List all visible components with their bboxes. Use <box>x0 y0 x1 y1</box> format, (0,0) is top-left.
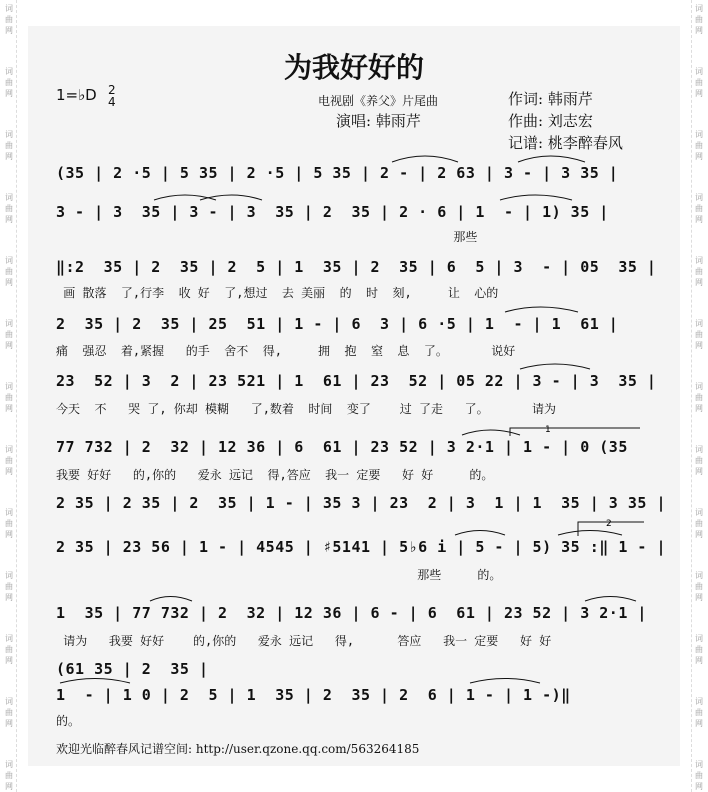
watermark-text: 词 曲 网 <box>5 67 13 98</box>
watermark-text: 词 曲 网 <box>5 4 13 35</box>
score-line: 77 732 | 2 32 | 12 36 | 6 61 | 23 52 | 3 2·1 | 1 - | 0 (35 <box>56 438 628 456</box>
score-line: 2 35 | 23 56 | 1 - | 4545 | ♯5141 | 5♭6 i | 5 - | 5) 35 :‖ 1 - | <box>56 538 666 556</box>
watermark-text: 词 曲 网 <box>5 256 13 287</box>
watermark-text: 词 曲 网 <box>5 697 13 728</box>
watermark-text: 词 曲 网 <box>5 193 13 224</box>
time-signature <box>108 84 116 108</box>
score-line: (35 | 2 ·5 | 5 35 | 2 ·5 | 5 35 | 2 - | 2 63 | 3 - | 3 35 | <box>56 164 619 182</box>
watermark-text: 词 曲 网 <box>695 382 703 413</box>
watermark-text: 词 曲 网 <box>695 67 703 98</box>
song-title: 为我好好的 <box>283 51 424 84</box>
lyric-line: 我要 好好 的,你的 爱永 远记 得,答应 我一 定要 好 好 的。 <box>56 468 494 482</box>
transcriber-credit: 记谱: 桃李醉春风 <box>508 134 623 152</box>
lyric-line: 请为 我要 好好 的,你的 爱永 远记 得, 答应 我一 定要 好 好 <box>56 634 552 648</box>
watermark-text: 词 曲 网 <box>695 256 703 287</box>
subtitle: 电视剧《养父》片尾曲 <box>318 94 439 108</box>
watermark-text: 词 曲 网 <box>695 760 703 791</box>
lyric-line: 画 散落 了,行李 收 好 了,想过 去 美丽 的 时 刻, 让 心的 <box>56 286 499 300</box>
watermark-right <box>691 0 706 792</box>
watermark-text: 词 曲 网 <box>5 319 13 350</box>
score-line: 2 35 | 2 35 | 25 51 | 1 - | 6 3 | 6 ·5 | 1 - | 1 61 | <box>56 315 619 333</box>
watermark-text: 词 曲 网 <box>695 508 703 539</box>
watermark-left <box>2 0 17 792</box>
score-line: (61 35 | 2 35 | <box>56 660 209 678</box>
lyric-line: 今天 不 哭 了, 你却 模糊 了,数着 时间 变了 过 了走 了。 请为 <box>56 402 556 416</box>
lyric-line: 那些 <box>56 230 478 244</box>
watermark-text: 词 曲 网 <box>5 130 13 161</box>
score-line: 3 - | 3 35 | 3 - | 3 35 | 2 35 | 2 · 6 | 1 - | 1) 35 | <box>56 203 609 221</box>
composer-credit: 作曲: 刘志宏 <box>508 112 593 130</box>
watermark-text: 词 曲 网 <box>5 760 13 791</box>
watermark-text: 词 曲 网 <box>5 445 13 476</box>
score-line: ‖:2 35 | 2 35 | 2 5 | 1 35 | 2 35 | 6 5 | 3 - | 05 35 | <box>56 258 657 276</box>
watermark-text: 词 曲 网 <box>695 697 703 728</box>
time-signature-bottom: 4 <box>108 95 116 109</box>
time-signature-top: 2 <box>108 83 116 97</box>
score-line: 2 35 | 2 35 | 2 35 | 1 - | 35 3 | 23 2 | 3 1 | 1 35 | 3 35 | <box>56 494 666 512</box>
volta-number: 2 <box>606 519 612 529</box>
volta-number: 1 <box>545 425 551 435</box>
watermark-text: 词 曲 网 <box>695 634 703 665</box>
watermark-text: 词 曲 网 <box>695 4 703 35</box>
watermark-text: 词 曲 网 <box>695 571 703 602</box>
watermark-text: 词 曲 网 <box>5 382 13 413</box>
watermark-text: 词 曲 网 <box>5 571 13 602</box>
score-line: 1 35 | 77 732 | 2 32 | 12 36 | 6 - | 6 61 | 23 52 | 3 2·1 | <box>56 604 647 622</box>
lyric-line: 那些 的。 <box>56 568 502 582</box>
footer-note: 欢迎光临醉春风记谱空间: http://user.qzone.qq.com/563264185 <box>56 742 420 756</box>
singer-credit: 演唱: 韩雨芹 <box>336 112 421 130</box>
watermark-text: 词 曲 网 <box>695 445 703 476</box>
lyricist-credit: 作词: 韩雨芹 <box>508 90 593 108</box>
score-line: 1 - | 1 0 | 2 5 | 1 35 | 2 35 | 2 6 | 1 - | 1 -)‖ <box>56 686 571 704</box>
lyric-line: 痛 强忍 着,紧握 的手 舍不 得, 拥 抱 窒 息 了。 说好 <box>56 344 516 358</box>
watermark-text: 词 曲 网 <box>695 130 703 161</box>
watermark-text: 词 曲 网 <box>695 193 703 224</box>
watermark-text: 词 曲 网 <box>695 319 703 350</box>
key-signature: 1=♭D <box>56 86 97 104</box>
watermark-text: 词 曲 网 <box>5 634 13 665</box>
score-line: 23 52 | 3 2 | 23 521 | 1 61 | 23 52 | 05 22 | 3 - | 3 35 | <box>56 372 657 390</box>
lyric-line: 的。 <box>56 714 81 728</box>
watermark-text: 词 曲 网 <box>5 508 13 539</box>
